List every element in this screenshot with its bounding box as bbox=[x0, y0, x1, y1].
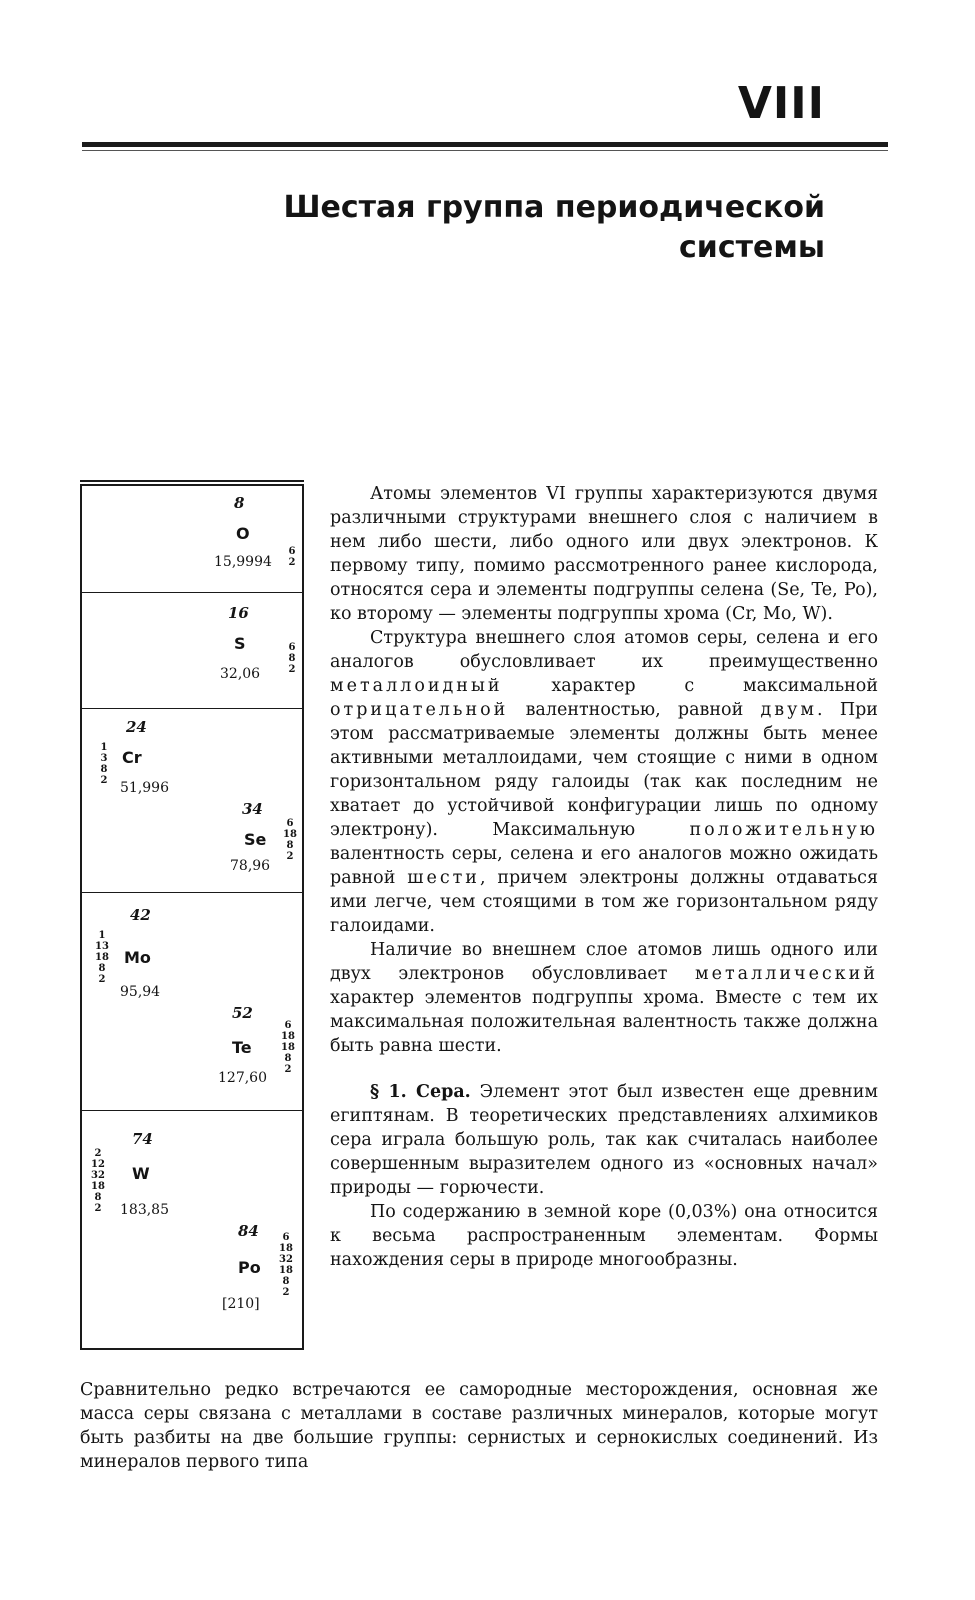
electron-shells: 6 8 2 bbox=[288, 642, 296, 675]
element-cell-cr-se bbox=[82, 708, 302, 893]
atomic-number: 8 bbox=[234, 494, 245, 512]
electron-shells: 1 13 18 8 2 bbox=[95, 930, 109, 985]
paragraph-sulfur: § 1. Сера. Элемент этот был известен еще древним египтянам. В теоретических представлениях алхимиков сера играла большую роль, так как считалась наиболее совершенным выразителем одного из «основных начал» природы — горючести. bbox=[330, 1082, 878, 1198]
element-cell-mo-te bbox=[82, 892, 302, 1111]
paragraph-occurrence-cont: Сравнительно редко встречаются ее самородные месторождения, основная же масса серы связана с металлами в составе различных минералов, которые могут быть разбиты на две большие группы: сернистых и сернокислых соединений. Из минералов первого типа bbox=[80, 1380, 878, 1472]
chapter-title bbox=[225, 188, 825, 268]
atomic-number: 34 bbox=[242, 800, 263, 818]
electron-shells: 6 2 bbox=[288, 546, 296, 568]
electron-shells: 6 18 32 18 8 2 bbox=[279, 1232, 293, 1298]
chapter-number: VIII bbox=[737, 78, 825, 129]
atomic-mass: 32,06 bbox=[220, 666, 261, 682]
atomic-mass: 51,996 bbox=[120, 780, 169, 796]
body-text-column bbox=[330, 482, 878, 1272]
emphasis: металлоидный bbox=[330, 676, 503, 696]
paragraph-occurrence: По содержанию в земной коре (0,03%) она относится к весьма распространенным элементам. Формы нахождения серы в природе многообразны. bbox=[330, 1202, 878, 1270]
header-rule bbox=[82, 142, 888, 147]
element-symbol: S bbox=[234, 634, 246, 653]
atomic-number: 16 bbox=[228, 604, 249, 622]
paragraph-intro: Атомы элементов VI группы характеризуются двумя различными структурами внешнего слоя с наличием в нем либо шести, либо одного или двух электронов. К первому типу, помимо рассмотренного ранее кислорода, относятся сера и элементы подгруппы селена (Se, Te, Po), ко второму — элементы подгруппы хрома (Cr, Mo, W). bbox=[330, 484, 878, 624]
paragraph-structure: Структура внешнего слоя атомов серы, селена и его аналогов обусловливает их преимущественно металлоидный характер с максимальной отрицательной валентностью, равной двум. При этом рассматриваемые элементы должны быть менее активными металлоидами, чем стоящие с ними в одном горизонтальном ряду галоиды (так как последним не хватает до устойчивой конфигурации лишь по одному электрону). Максимальную положительную валентность серы, селена и его аналогов можно ожидать равной шести, причем электроны должны отдаваться ими легче, чем стоящими в том же горизонтальном ряду галоидами. bbox=[330, 628, 878, 936]
element-symbol: Po bbox=[238, 1258, 261, 1277]
emphasis: металлический bbox=[695, 964, 878, 984]
atomic-number: 84 bbox=[238, 1222, 259, 1240]
body-text-bottom bbox=[80, 1378, 878, 1474]
emphasis: двум bbox=[760, 700, 818, 720]
electron-shells: 1 3 8 2 bbox=[100, 742, 108, 786]
header-rule-thin bbox=[82, 150, 888, 151]
atomic-mass: 15,9994 bbox=[214, 554, 272, 570]
atomic-mass: 127,60 bbox=[218, 1070, 267, 1086]
emphasis: шести bbox=[407, 868, 480, 888]
atomic-number: 24 bbox=[126, 718, 147, 736]
table-top-rule bbox=[80, 480, 304, 482]
section-heading: § 1. Сера. bbox=[370, 1082, 471, 1102]
electron-shells: 6 18 18 8 2 bbox=[281, 1020, 295, 1075]
element-symbol: Cr bbox=[122, 748, 142, 767]
element-symbol: Se bbox=[244, 830, 267, 849]
element-symbol: Te bbox=[232, 1038, 252, 1057]
element-symbol: W bbox=[132, 1164, 150, 1183]
electron-shells: 2 12 32 18 8 2 bbox=[91, 1148, 105, 1214]
atomic-mass: 183,85 bbox=[120, 1202, 169, 1218]
element-cell-w-po bbox=[82, 1110, 302, 1350]
atomic-mass: [210] bbox=[222, 1296, 260, 1312]
atomic-number: 42 bbox=[130, 906, 151, 924]
element-cell-s bbox=[82, 592, 302, 709]
atomic-mass: 78,96 bbox=[230, 858, 271, 874]
element-symbol: Mo bbox=[124, 948, 151, 967]
atomic-number: 52 bbox=[232, 1004, 253, 1022]
element-symbol: O bbox=[236, 524, 250, 543]
chapter-title-line1: Шестая группа периодической bbox=[283, 190, 825, 225]
paragraph-chromium: Наличие во внешнем слое атомов лишь одного или двух электронов обусловливает металлический характер элементов подгруппы хрома. Вместе с тем их максимальная положительная валентность также должна быть равна шести. bbox=[330, 940, 878, 1056]
element-table bbox=[80, 484, 304, 1350]
chapter-title-line2: системы bbox=[679, 230, 825, 265]
electron-shells: 6 18 8 2 bbox=[283, 818, 297, 862]
element-cell-o bbox=[82, 486, 302, 593]
emphasis: отрицательной bbox=[330, 700, 509, 720]
atomic-mass: 95,94 bbox=[120, 984, 161, 1000]
atomic-number: 74 bbox=[132, 1130, 153, 1148]
emphasis: положительную bbox=[689, 820, 878, 840]
